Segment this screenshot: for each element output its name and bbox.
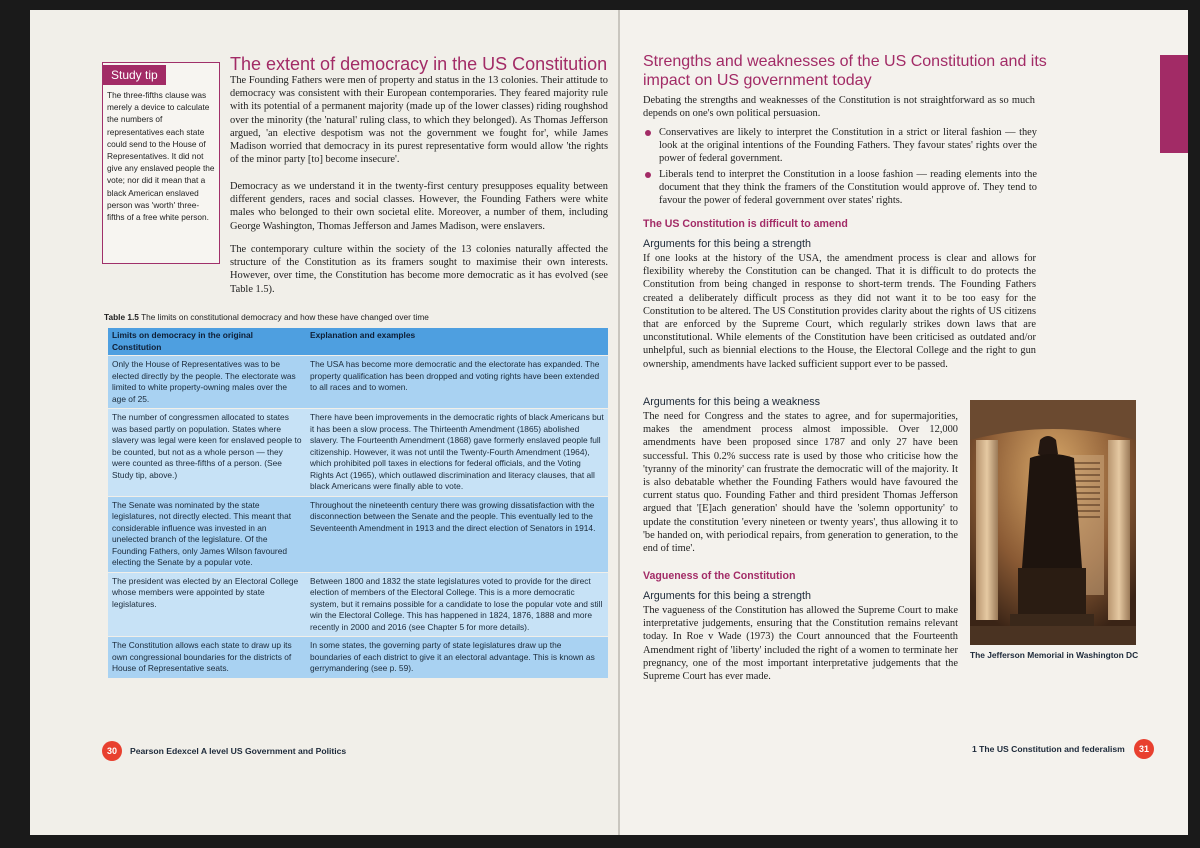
table-cell: The president was elected by an Electoral College whose members were appointed by state legislatures. xyxy=(108,572,306,637)
table-row xyxy=(108,637,608,678)
table-cell: The USA has become more democratic and the electorate has expanded. The property qualification has been dropped and voting rights have been extended to all races and to women. xyxy=(306,356,608,409)
table-cell: Throughout the nineteenth century there was growing dissatisfaction with the disconnection between the Senate and the people. This eventually led to the Seventeenth Amendment in 1913 and the direct election of Senators in 1914. xyxy=(306,496,608,572)
table-row xyxy=(108,356,608,409)
table-caption-label: Table 1.5 xyxy=(104,312,139,322)
study-tip-text: The three-fifths clause was merely a device to calculate the numbers of representatives each state could send to the House of Representatives. It did not give any enslaved people the vote; nor did it mean that a black American enslaved person was 'worth' three-fifths of a free white person. xyxy=(107,90,215,223)
table-row xyxy=(108,409,608,497)
intro-paragraph: Debating the strengths and weaknesses of the Constitution is not straightforward as so much depends on one's own political persuasion. xyxy=(643,95,1035,120)
democracy-table xyxy=(108,328,608,678)
table-cell: The Constitution allows each state to draw up its own congressional boundaries for the districts of House of Representative seats. xyxy=(108,637,306,678)
interpretation-list xyxy=(643,126,1037,209)
left-page xyxy=(30,10,618,835)
page-number: 31 xyxy=(1134,739,1154,759)
photo-caption: The Jefferson Memorial in Washington DC xyxy=(970,650,1139,660)
chapter-tab xyxy=(1160,55,1188,153)
argument-heading: Arguments for this being a weakness xyxy=(643,396,821,408)
bullet-icon xyxy=(645,172,651,178)
argument-heading: Arguments for this being a strength xyxy=(643,238,812,250)
paragraph: Democracy as we understand it in the twenty-first century presupposes equality between different genders, races and social classes. However, the Founding Fathers were white males who belonged to their own societal elite. Moreover, a number of them, including George Washington, Thomas Jefferson and James Madison, were enslavers. xyxy=(230,181,608,232)
table-header: Explanation and examples xyxy=(306,328,608,356)
jefferson-memorial-photo xyxy=(970,400,1136,645)
section-title: Strengths and weaknesses of the US Constitution and its impact on US government today xyxy=(643,53,1047,89)
table-cell: The Senate was nominated by the state legislatures, not directly elected. This meant that considerable influence was invested in an unelected branch of the legislature. Of the Founding Fathers, only James Wilson favoured electing the Senate by a popular vote. xyxy=(108,496,306,572)
page-footer: 1 The US Constitution and federalism xyxy=(972,744,1125,754)
list-item: Liberals tend to interpret the Constitution in a loose fashion — reading elements into the document that they think the framers of the Constitution would approve of. They tend to favour the power of federal government over states' rights. xyxy=(643,168,1037,208)
list-item: Conservatives are likely to interpret the Constitution in a strict or literal fashion — they look at the original intentions of the Founding Fathers. They favour states' rights over the power of federal government. xyxy=(643,126,1037,166)
table-cell: The number of congressmen allocated to states was based partly on population. States where slavery was legal were keen for enslaved people to be counted, but not as a whole person — they were counted as three-fifths of a person. (See Study tip, above.) xyxy=(108,409,306,497)
study-tip-box xyxy=(102,62,220,264)
paragraph: The contemporary culture within the society of the 13 colonies naturally affected the structure of the Constitution as its framers sought to maximise their own interests. However, over time, the Constitution has become more democratic as it has evolved (see Table 1.5). xyxy=(230,244,608,295)
memorial-image xyxy=(970,400,1136,645)
table-row xyxy=(108,572,608,637)
study-tip-heading: Study tip xyxy=(103,65,166,85)
subsection-heading: The US Constitution is difficult to amend xyxy=(643,218,848,230)
table-cell: Between 1800 and 1832 the state legislatures voted to provide for the direct election of members of the Electoral College. This is a more democratic system, but it remains possible for a candidate to lose the popular vote and still win the Electoral College. This has happened in 1824, 1876, 1888 and more recently in 2000 and 2016 (see Chapter 5 for more details). xyxy=(306,572,608,637)
argument-text: The need for Congress and the states to agree, and for supermajorities, makes the amendment process almost impossible. Over 12,000 amendments have been proposed since 1787 and only 27 have been successful. This 0.2% success rate is used by those who criticise how the 'tyranny of the minority' can frustrate the democratic will of the majority. It is also debatable whether the Founding Fathers would have favoured the current status quo. Founding Father and third president Thomas Jefferson argued that '[E]ach generation' should have the 'solemn opportunity' to update the constitution 'every nineteen or twenty years', thus allowing it to 'be handed on, with periodical repairs, from generation to generation, to the end of time'. xyxy=(643,411,958,555)
table-caption-text: The limits on constitutional democracy and how these have changed over time xyxy=(141,312,429,322)
page-footer: Pearson Edexcel A level US Government and Politics xyxy=(130,746,347,756)
table-cell: Only the House of Representatives was to be elected directly by the people. The electorate was limited to white property-owning males over the age of 25. xyxy=(108,356,306,409)
table-row xyxy=(108,496,608,572)
section-title: The extent of democracy in the US Constitution xyxy=(230,54,608,74)
table-header: Limits on democracy in the original Constitution xyxy=(108,328,306,356)
page-number: 30 xyxy=(102,741,122,761)
argument-text: If one looks at the history of the USA, the amendment process is clear and allows for flexibility whereby the Constitution can be changed. That it is difficult to do protects the Constitution from being changed in response to short-term trends. The Founding Fathers created a deliberately difficult process as they did not want it to be too easy for the Constitution to be altered. The US Constitution provides clarity about the rights of US citizens that are enforced by the Supreme Court, which regularly strikes down laws that are unconstitutional. While elements of the Constitution have been criticised as outdated and/or unhelpful, such as biennial elections to the House, the Electoral College and the right to gun ownership, amendments have lacked sufficient support ever to be passed. xyxy=(643,253,1036,370)
subsection-heading: Vagueness of the Constitution xyxy=(643,570,796,582)
table-cell: There have been improvements in the democratic rights of black Americans but it has been a slow process. The Thirteenth Amendment (1865) abolished slavery. The Fourteenth Amendment (1868) gave formerly enslaved people full citizenship. However, it was not until the Twenty-Fourth Amendment (1964), which prohibited poll taxes in elections for federal officials, and the Voting Rights Act (1965), which outlawed discrimination and literacy clauses, that all black Americans were finally able to vote. xyxy=(306,409,608,497)
table-cell: In some states, the governing party of state legislatures draw up the boundaries of each district to give it an electoral advantage. This is known as gerrymandering (see p. 59). xyxy=(306,637,608,678)
argument-text: The vagueness of the Constitution has allowed the Supreme Court to make interpretative judgements, ensuring that the Constitution remains relevant today. In Roe v Wade (1973) the Court announced that the Fourteenth Amendment right of 'liberty' included the right of a women to terminate her pregnancy, one of the most important interpretative judgements that the Supreme Court has ever made. xyxy=(643,605,958,683)
bullet-icon xyxy=(645,130,651,136)
right-page xyxy=(620,10,1188,835)
table-caption xyxy=(104,312,429,322)
paragraph: The Founding Fathers were men of property and status in the 13 colonies. Their attitude to democracy was consistent with their European contemporaries. They feared majority rule with its potential of a permanent majority (made up of the lower classes) riding roughshod over the minority (the 'natural' ruling class, to which they belonged). As Thomas Jefferson argued, 'an elective despotism was not the government we fought for', while James Madison worried that democracy in its purest representative form would allow 'the rights of the minor party [to] become insecure'. xyxy=(230,75,608,166)
argument-heading: Arguments for this being a strength xyxy=(643,590,812,602)
